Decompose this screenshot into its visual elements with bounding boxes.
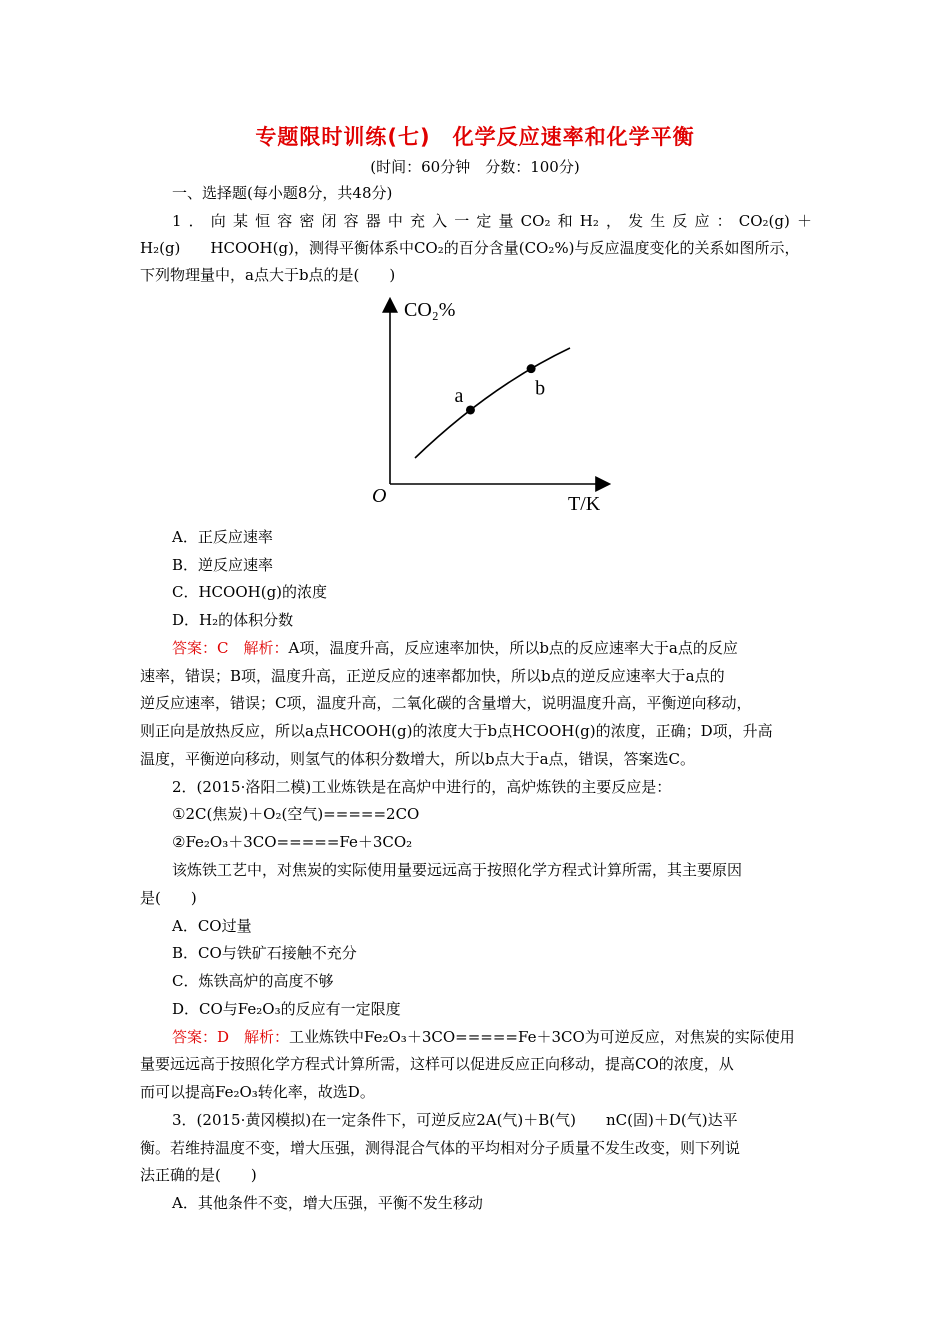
q1-option-a: A．正反应速率 [172, 528, 273, 546]
q2-option-c: C．炼铁高炉的高度不够 [172, 972, 334, 990]
point-b [527, 364, 536, 373]
q1-answer-text-1: A项，温度升高，反应速率加快，所以b点的反应速率大于a点的反应 [288, 639, 738, 657]
q2-answer-text-1: 工业炼铁中Fe₂O₃＋3CO=====Fe＋3CO为可逆反应，对焦炭的实际使用 [289, 1028, 795, 1046]
q1-answer-label: 答案：C 解析： [172, 639, 289, 657]
q2-line-2: 该炼铁工艺中，对焦炭的实际使用量要远远高于按照化学方程式计算所需，其主要原因 [172, 861, 743, 879]
q1-option-b: B．逆反应速率 [172, 556, 274, 574]
co2-curve [415, 348, 570, 458]
q2-answer-line-2: 量要远远高于按照化学方程式计算所需，这样可以促进反应正向移动，提高CO的浓度，从 [140, 1055, 734, 1073]
q1-answer-line-1 [172, 638, 812, 658]
q2-reaction-1: ①2C(焦炭)＋O₂(空气)=====2CO [172, 805, 420, 823]
section-heading: 一、选择题(每小题8分，共48分) [172, 184, 393, 202]
q3-line-2: 衡。若维持温度不变，增大压强，测得混合气体的平均相对分子质量不发生改变，则下列说 [140, 1139, 741, 1157]
q2-reaction-2: ②Fe₂O₃＋3CO=====Fe＋3CO₂ [172, 833, 413, 851]
q2-line-3: 是( ) [140, 889, 197, 907]
q1-answer-line-5: 温度，平衡逆向移动，则氢气的体积分数增大，所以b点大于a点，错误，答案选C。 [140, 750, 696, 768]
page-title: 专题限时训练(七) 化学反应速率和化学平衡 [255, 125, 695, 149]
co2-temperature-graph [360, 286, 620, 516]
q1-line-2: H₂(g) HCOOH(g)，测得平衡体系中CO₂的百分含量(CO₂%)与反应温度变化的关系如图所示， [140, 239, 800, 257]
point-a [466, 405, 475, 414]
q3-option-a: A．其他条件不变，增大压强，平衡不发生移动 [172, 1194, 483, 1212]
point-a-label: a [454, 384, 464, 407]
q1-option-d: D．H₂的体积分数 [172, 611, 294, 629]
q1-option-c: C．HCOOH(g)的浓度 [172, 583, 328, 601]
x-axis-label: T/K [568, 493, 601, 515]
q1-answer-line-2: 速率，错误；B项，温度升高，正逆反应的速率都加快，所以b点的逆反应速率大于a点的 [140, 667, 725, 685]
q1-line-3: 下列物理量中，a点大于b点的是( ) [140, 266, 396, 284]
origin-label: O [372, 485, 387, 507]
q3-line-1: 3．(2015·黄冈模拟)在一定条件下，可逆反应2A(气)＋B(气) nC(固)＋D(气)达平 [172, 1111, 738, 1129]
q3-line-3: 法正确的是( ) [140, 1166, 257, 1184]
q2-answer-label: 答案：D 解析： [172, 1028, 290, 1046]
q2-answer-line-3: 而可以提高Fe₂O₃转化率，故选D。 [140, 1083, 375, 1101]
q1-answer-line-3: 逆反应速率，错误；C项，温度升高，二氧化碳的含量增大，说明温度升高，平衡逆向移动， [140, 694, 752, 712]
time-score-info: (时间：60分钟 分数：100分) [370, 158, 580, 176]
y-axis-label: CO₂% [404, 299, 456, 321]
point-b-label: b [535, 377, 546, 400]
q2-answer-line-1 [172, 1027, 812, 1047]
q2-option-a: A．CO过量 [172, 917, 252, 935]
q2-line-1: 2．(2015·洛阳二模)工业炼铁是在高炉中进行的，高炉炼铁的主要反应是： [172, 778, 672, 796]
q1-line-1: 1．向某恒容密闭容器中充入一定量CO₂和H₂，发生反应：CO₂(g)＋ [172, 212, 812, 230]
q2-option-d: D．CO与Fe₂O₃的反应有一定限度 [172, 1000, 401, 1018]
q2-option-b: B．CO与铁矿石接触不充分 [172, 944, 357, 962]
q1-answer-line-4: 则正向是放热反应，所以a点HCOOH(g)的浓度大于b点HCOOH(g)的浓度，正确；D项，升高 [140, 722, 773, 740]
